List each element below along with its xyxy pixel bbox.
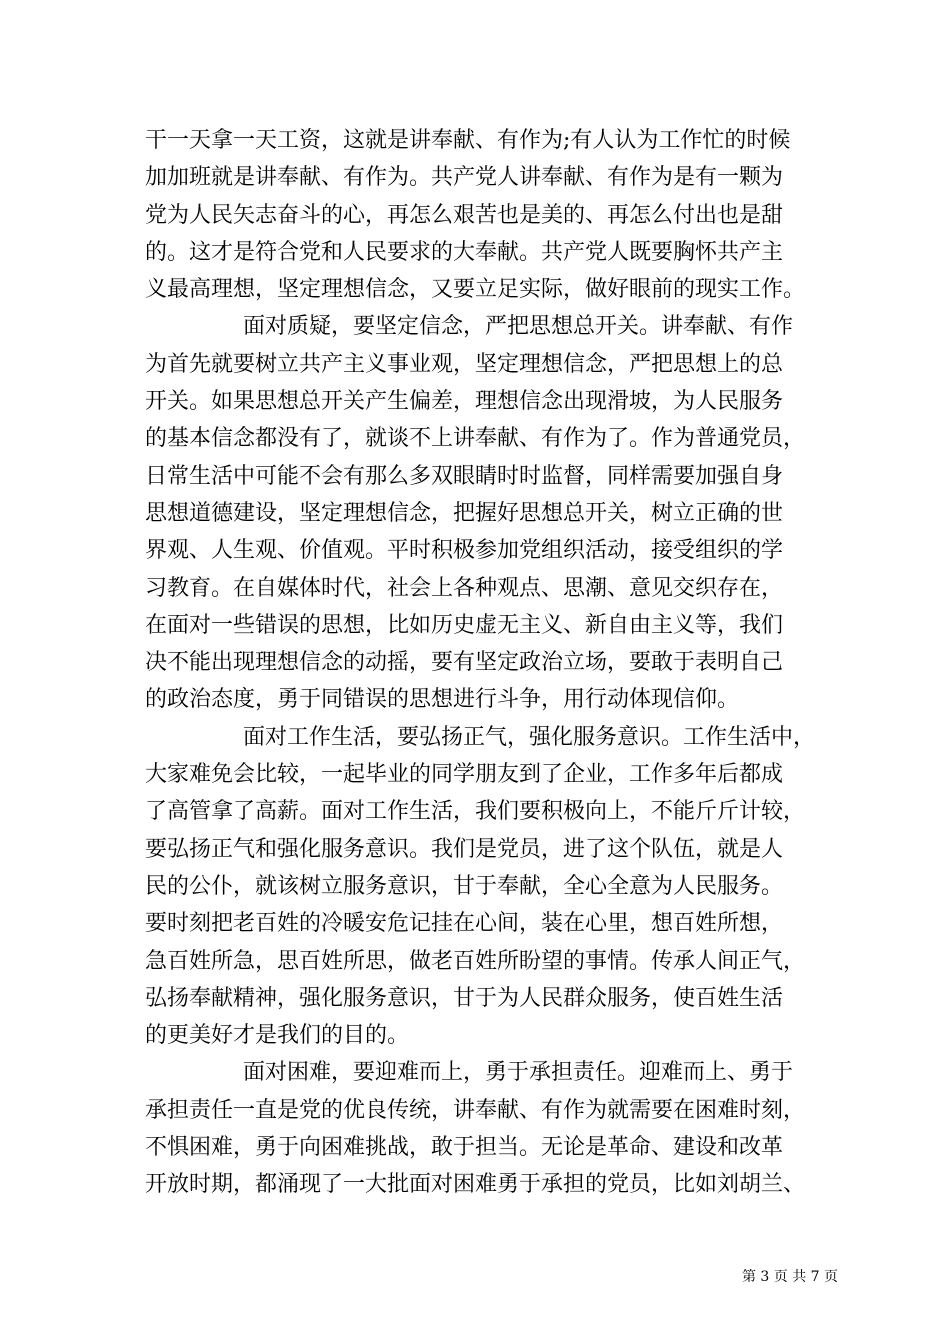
text-line: 界观、人生观、价值观。平时积极参加党组织活动，接受组织的学	[145, 538, 784, 564]
paragraph-start-line: 面对工作生活，要弘扬正气，强化服务意识。工作生活中，	[243, 724, 816, 750]
text-line: 的基本信念都没有了，就谈不上讲奉献、有作为了。作为普通党员，	[145, 426, 806, 452]
text-line: 为首先就要树立共产主义事业观，坚定理想信念，严把思想上的总	[145, 351, 784, 377]
text-line: 民的公仆，就该树立服务意识，甘于奉献，全心全意为人民服务。	[145, 873, 784, 899]
text-line: 的更美好才是我们的目的。	[145, 1023, 410, 1049]
text-line: 的。这才是符合党和人民要求的大奉献。共产党人既要胸怀共产主	[145, 239, 784, 265]
text-line: 开关。如果思想总开关产生偏差，理想信念出现滑坡，为人民服务	[145, 389, 784, 415]
text-line: 急百姓所急，思百姓所思，做老百姓所盼望的事情。传承人间正气，	[145, 948, 806, 974]
text-line: 义最高理想，坚定理想信念，又要立足实际，做好眼前的现实工作。	[145, 277, 806, 303]
body-text	[145, 122, 825, 1204]
text-line: 不惧困难，勇于向困难挑战，敢于担当。无论是革命、建设和改革	[145, 1135, 784, 1161]
paragraph-start-line: 面对质疑，要坚定信念，严把思想总开关。讲奉献、有作	[243, 314, 794, 340]
paragraph-start-line: 面对困难，要迎难而上，勇于承担责任。迎难而上、勇于	[243, 1060, 794, 1086]
text-line: 决不能出现理想信念的动摇，要有坚定政治立场，要敢于表明自己	[145, 650, 784, 676]
text-line: 加加班就是讲奉献、有作为。共产党人讲奉献、有作为是有一颗为	[145, 165, 784, 191]
text-line: 思想道德建设，坚定理想信念，把握好思想总开关，树立正确的世	[145, 500, 784, 526]
text-line: 党为人民矢志奋斗的心，再怎么艰苦也是美的、再怎么付出也是甜	[145, 202, 784, 228]
text-line: 日常生活中可能不会有那么多双眼睛时时监督，同样需要加强自身	[145, 463, 784, 489]
page-number-footer: 第 3 页 共 7 页	[741, 1269, 839, 1285]
text-line: 承担责任一直是党的优良传统，讲奉献、有作为就需要在困难时刻，	[145, 1097, 806, 1123]
text-line: 要时刻把老百姓的冷暖安危记挂在心间，装在心里，想百姓所想，	[145, 911, 784, 937]
text-line: 大家难免会比较，一起毕业的同学朋友到了企业，工作多年后都成	[145, 762, 784, 788]
text-line: 了高管拿了高薪。面对工作生活，我们要积极向上，不能斤斤计较，	[145, 799, 806, 825]
text-line: 要弘扬正气和强化服务意识。我们是党员，进了这个队伍，就是人	[145, 836, 784, 862]
text-line: 习教育。在自媒体时代，社会上各种观点、思潮、意见交织存在，	[145, 575, 784, 601]
text-line: 干一天拿一天工资，这就是讲奉献、有作为;有人认为工作忙的时候	[145, 128, 791, 153]
text-line: 的政治态度，勇于同错误的思想进行斗争，用行动体现信仰。	[145, 687, 740, 713]
text-line: 在面对一些错误的思想，比如历史虚无主义、新自由主义等，我们	[145, 612, 784, 638]
text-line: 弘扬奉献精神，强化服务意识，甘于为人民群众服务，使百姓生活	[145, 985, 784, 1011]
text-line: 开放时期，都涌现了一大批面对困难勇于承担的党员，比如刘胡兰、	[145, 1172, 806, 1198]
